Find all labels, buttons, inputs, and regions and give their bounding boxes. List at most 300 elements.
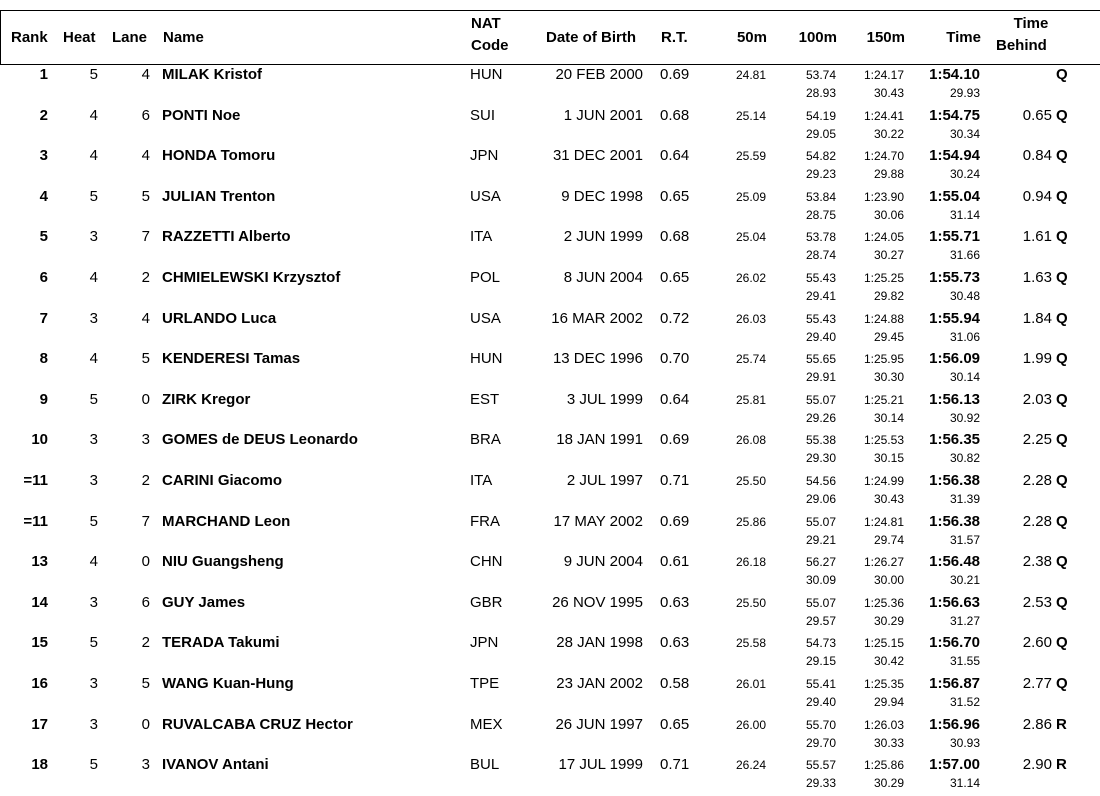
cell-split-100m: 54.82 (805, 149, 836, 164)
cell-split-50m: 25.50 (735, 595, 766, 610)
cell-lap-150m: 30.43 (873, 492, 904, 506)
cell-nat-code: FRA (470, 512, 500, 530)
cell-rank: 9 (39, 390, 48, 408)
cell-lap-150m: 30.43 (873, 86, 904, 100)
cell-lap-100m: 28.93 (805, 86, 836, 100)
cell-lane: 4 (141, 66, 150, 83)
cell-date-of-birth: 1 JUN 2001 (563, 106, 643, 124)
cell-lap-150m: 30.15 (873, 451, 904, 466)
cell-rank: 10 (31, 431, 48, 449)
cell-qualifier: Q (1056, 553, 1068, 571)
cell-lap-100m: 29.26 (805, 410, 836, 425)
header-time: Time (946, 29, 981, 46)
header-rt: R.T. (661, 29, 688, 46)
cell-final-time: 1:55.71 (929, 228, 980, 246)
cell-date-of-birth: 26 NOV 1995 (552, 593, 643, 611)
header-150m: 150m (866, 29, 905, 46)
cell-final-time: 1:56.13 (929, 390, 980, 408)
header-100m: 100m (798, 29, 837, 46)
cell-qualifier: Q (1056, 512, 1068, 530)
cell-split-150m: 1:25.25 (863, 271, 904, 285)
cell-heat: 3 (89, 472, 98, 489)
cell-rank: 18 (31, 756, 48, 774)
cell-date-of-birth: 18 JAN 1991 (556, 431, 643, 449)
cell-lap-200m: 31.14 (949, 207, 980, 222)
cell-date-of-birth: 2 JUL 1997 (566, 472, 643, 489)
cell-qualifier: Q (1056, 66, 1068, 83)
cell-final-time: 1:56.38 (929, 472, 980, 489)
cell-split-100m: 53.78 (805, 230, 836, 245)
cell-heat: 3 (89, 228, 98, 246)
cell-final-time: 1:57.00 (929, 756, 980, 774)
cell-heat: 3 (89, 715, 98, 733)
cell-name: CARINI Giacomo (162, 472, 283, 489)
cell-split-50m: 25.50 (735, 474, 766, 488)
cell-heat: 4 (89, 147, 98, 165)
cell-lane: 6 (141, 593, 150, 611)
table-row (0, 430, 1100, 471)
cell-split-150m: 1:25.86 (863, 758, 904, 773)
cell-date-of-birth: 26 JUN 1997 (555, 715, 643, 733)
cell-split-150m: 1:23.90 (863, 189, 904, 204)
cell-final-time: 1:56.63 (929, 593, 980, 611)
cell-date-of-birth: 9 JUN 2004 (563, 553, 643, 571)
cell-final-time: 1:56.35 (929, 431, 980, 449)
cell-split-100m: 55.65 (805, 352, 836, 367)
cell-date-of-birth: 28 JAN 1998 (556, 634, 643, 652)
header-heat: Heat (63, 29, 96, 46)
cell-lane: 3 (141, 756, 150, 774)
cell-split-50m: 26.03 (735, 311, 766, 326)
cell-split-150m: 1:24.05 (863, 230, 904, 245)
cell-lap-150m: 29.82 (873, 289, 904, 303)
cell-split-100m: 54.19 (805, 108, 836, 123)
cell-split-150m: 1:25.35 (863, 677, 904, 691)
cell-lap-100m: 29.30 (805, 451, 836, 466)
table-row (0, 471, 1100, 512)
cell-name: PONTI Noe (162, 106, 241, 124)
cell-nat-code: HUN (470, 350, 503, 368)
cell-final-time: 1:56.70 (929, 634, 980, 652)
cell-reaction-time: 0.64 (660, 390, 690, 408)
table-row (0, 715, 1100, 756)
cell-heat: 3 (89, 593, 98, 611)
cell-qualifier: Q (1056, 309, 1068, 327)
cell-time-behind: 2.28 (1022, 472, 1052, 489)
cell-final-time: 1:56.38 (929, 512, 980, 530)
cell-nat-code: ITA (470, 228, 493, 246)
cell-split-50m: 25.04 (735, 230, 766, 245)
cell-qualifier: Q (1056, 106, 1068, 124)
cell-lap-150m: 29.74 (873, 532, 904, 547)
cell-lane: 4 (141, 147, 150, 165)
cell-final-time: 1:54.10 (929, 66, 980, 83)
cell-split-50m: 26.02 (735, 271, 766, 285)
cell-nat-code: CHN (470, 553, 503, 571)
cell-reaction-time: 0.61 (660, 553, 690, 571)
cell-date-of-birth: 17 JUL 1999 (558, 756, 643, 774)
cell-reaction-time: 0.71 (660, 756, 690, 774)
cell-lane: 0 (141, 715, 150, 733)
cell-rank: 14 (31, 593, 48, 611)
cell-lane: 0 (141, 390, 150, 408)
cell-date-of-birth: 3 JUL 1999 (566, 390, 643, 408)
cell-split-50m: 26.00 (735, 717, 766, 732)
table-row (0, 309, 1100, 350)
cell-nat-code: ITA (470, 472, 493, 489)
cell-final-time: 1:55.04 (929, 187, 980, 205)
cell-lap-100m: 29.33 (805, 776, 836, 791)
cell-rank: 15 (31, 634, 48, 652)
cell-lap-200m: 29.93 (949, 86, 980, 100)
cell-split-50m: 25.59 (735, 149, 766, 164)
table-row (0, 106, 1100, 147)
header-nat-bottom: Code (471, 37, 509, 54)
cell-name: IVANOV Antani (162, 756, 269, 774)
cell-lap-150m: 30.29 (873, 613, 904, 628)
cell-nat-code: GBR (470, 593, 503, 611)
cell-rank: 2 (39, 106, 48, 124)
cell-split-50m: 26.01 (735, 677, 766, 691)
cell-lap-100m: 29.40 (805, 329, 836, 344)
cell-split-100m: 56.27 (805, 555, 836, 570)
cell-name: JULIAN Trenton (162, 187, 276, 205)
cell-final-time: 1:54.94 (929, 147, 980, 165)
cell-time-behind: 2.60 (1022, 634, 1052, 652)
cell-rank: 7 (39, 309, 48, 327)
cell-final-time: 1:56.87 (929, 675, 980, 692)
cell-lap-200m: 30.92 (949, 410, 980, 425)
cell-lap-200m: 31.52 (949, 695, 980, 709)
cell-split-100m: 55.07 (805, 595, 836, 610)
cell-date-of-birth: 2 JUN 1999 (563, 228, 643, 246)
cell-split-50m: 24.81 (735, 68, 766, 82)
cell-reaction-time: 0.65 (660, 187, 690, 205)
cell-reaction-time: 0.68 (660, 228, 690, 246)
cell-time-behind: 1.84 (1022, 309, 1052, 327)
cell-reaction-time: 0.58 (660, 675, 690, 692)
cell-lap-150m: 30.29 (873, 776, 904, 791)
cell-rank: 6 (39, 269, 48, 286)
cell-split-100m: 55.57 (805, 758, 836, 773)
cell-lane: 2 (141, 634, 150, 652)
cell-qualifier: Q (1056, 228, 1068, 246)
cell-qualifier: Q (1056, 593, 1068, 611)
cell-lap-200m: 30.93 (949, 735, 980, 750)
cell-nat-code: JPN (470, 147, 499, 165)
cell-qualifier: R (1056, 756, 1067, 774)
cell-split-100m: 55.41 (805, 677, 836, 691)
cell-split-150m: 1:25.15 (863, 636, 904, 651)
cell-nat-code: MEX (470, 715, 503, 733)
cell-split-50m: 25.09 (735, 189, 766, 204)
cell-split-150m: 1:24.41 (863, 108, 904, 123)
cell-reaction-time: 0.63 (660, 593, 690, 611)
cell-split-50m: 25.58 (735, 636, 766, 651)
cell-heat: 4 (89, 106, 98, 124)
cell-qualifier: Q (1056, 269, 1068, 286)
cell-lap-200m: 31.66 (949, 248, 980, 263)
table-row (0, 349, 1100, 390)
cell-split-50m: 25.81 (735, 392, 766, 407)
cell-lap-150m: 30.33 (873, 735, 904, 750)
cell-heat: 5 (89, 390, 98, 408)
cell-lane: 5 (141, 350, 150, 368)
cell-heat: 5 (89, 187, 98, 205)
cell-final-time: 1:54.75 (929, 106, 980, 124)
cell-nat-code: POL (470, 269, 501, 286)
cell-lap-150m: 30.22 (873, 126, 904, 141)
cell-time-behind: 2.25 (1022, 431, 1052, 449)
cell-lane: 4 (141, 309, 150, 327)
cell-lap-100m: 29.57 (805, 613, 836, 628)
cell-lap-100m: 29.06 (805, 492, 836, 506)
cell-split-150m: 1:25.53 (863, 433, 904, 448)
cell-reaction-time: 0.69 (660, 66, 690, 83)
cell-reaction-time: 0.65 (660, 269, 690, 286)
cell-lap-100m: 30.09 (805, 573, 836, 588)
cell-split-100m: 53.74 (805, 68, 836, 82)
cell-lane: 0 (141, 553, 150, 571)
cell-reaction-time: 0.70 (660, 350, 690, 368)
header-50m: 50m (736, 29, 767, 46)
cell-qualifier: Q (1056, 675, 1068, 692)
cell-time-behind: 2.28 (1022, 512, 1052, 530)
cell-lap-150m: 30.30 (873, 370, 904, 385)
cell-split-50m: 25.14 (735, 108, 766, 123)
cell-lane: 7 (141, 228, 150, 246)
cell-heat: 5 (89, 66, 98, 83)
cell-split-150m: 1:24.88 (863, 311, 904, 326)
cell-lap-150m: 30.27 (873, 248, 904, 263)
cell-date-of-birth: 31 DEC 2001 (552, 147, 643, 165)
table-row (0, 755, 1100, 796)
header-nat-top: NAT (471, 15, 501, 32)
cell-split-100m: 53.84 (805, 189, 836, 204)
cell-lap-200m: 31.55 (949, 654, 980, 669)
cell-lap-100m: 28.74 (805, 248, 836, 263)
cell-lap-100m: 29.15 (805, 654, 836, 669)
cell-rank: 8 (39, 350, 48, 368)
cell-date-of-birth: 16 MAR 2002 (551, 309, 643, 327)
table-row (0, 187, 1100, 228)
cell-time-behind: 1.63 (1022, 269, 1052, 286)
cell-lane: 6 (141, 106, 150, 124)
cell-date-of-birth: 13 DEC 1996 (552, 350, 643, 368)
cell-lane: 2 (141, 269, 150, 286)
cell-split-150m: 1:25.36 (863, 595, 904, 610)
cell-time-behind: 1.99 (1022, 350, 1052, 368)
cell-reaction-time: 0.72 (660, 309, 690, 327)
header-time-behind-bottom: Behind (996, 37, 1047, 54)
cell-qualifier: R (1056, 715, 1067, 733)
cell-lane: 5 (141, 675, 150, 692)
table-row (0, 674, 1100, 715)
cell-lap-150m: 30.42 (873, 654, 904, 669)
cell-name: CHMIELEWSKI Krzysztof (162, 269, 341, 286)
cell-reaction-time: 0.64 (660, 147, 690, 165)
cell-time-behind: 0.94 (1022, 187, 1052, 205)
cell-name: TERADA Takumi (162, 634, 280, 652)
cell-qualifier: Q (1056, 431, 1068, 449)
cell-reaction-time: 0.65 (660, 715, 690, 733)
cell-lap-200m: 30.21 (949, 573, 980, 588)
cell-nat-code: HUN (470, 66, 503, 83)
cell-time-behind: 2.86 (1022, 715, 1052, 733)
cell-split-150m: 1:26.27 (863, 555, 904, 570)
cell-time-behind: 2.38 (1022, 553, 1052, 571)
cell-split-100m: 54.56 (805, 474, 836, 488)
cell-date-of-birth: 20 FEB 2000 (555, 66, 643, 83)
cell-nat-code: USA (470, 187, 501, 205)
cell-split-150m: 1:25.21 (863, 392, 904, 407)
cell-split-50m: 25.86 (735, 514, 766, 529)
cell-split-50m: 25.74 (735, 352, 766, 367)
cell-time-behind: 0.65 (1022, 106, 1052, 124)
cell-qualifier: Q (1056, 390, 1068, 408)
cell-lap-200m: 31.57 (949, 532, 980, 547)
cell-name: RUVALCABA CRUZ Hector (162, 715, 353, 733)
cell-lap-100m: 29.05 (805, 126, 836, 141)
table-row (0, 390, 1100, 431)
cell-rank: 17 (31, 715, 48, 733)
cell-final-time: 1:55.94 (929, 309, 980, 327)
cell-lap-150m: 30.14 (873, 410, 904, 425)
table-row (0, 633, 1100, 674)
cell-split-100m: 55.43 (805, 311, 836, 326)
header-lane: Lane (112, 29, 148, 46)
cell-qualifier: Q (1056, 147, 1068, 165)
cell-name: NIU Guangsheng (162, 553, 284, 571)
cell-rank: 13 (31, 553, 48, 571)
cell-lap-200m: 31.14 (949, 776, 980, 791)
cell-final-time: 1:56.96 (929, 715, 980, 733)
cell-time-behind: 0.84 (1022, 147, 1052, 165)
header-time-behind-top: Time (1013, 15, 1049, 32)
cell-rank: =11 (23, 472, 48, 489)
cell-split-150m: 1:24.17 (863, 68, 904, 82)
table-row (0, 552, 1100, 593)
cell-lap-100m: 29.23 (805, 167, 836, 182)
cell-split-50m: 26.08 (735, 433, 766, 448)
cell-name: RAZZETTI Alberto (162, 228, 291, 246)
cell-name: MILAK Kristof (162, 66, 262, 83)
cell-lane: 7 (141, 512, 150, 530)
cell-split-100m: 55.70 (805, 717, 836, 732)
results-table-header (0, 10, 1100, 65)
cell-heat: 5 (89, 512, 98, 530)
cell-split-50m: 26.24 (735, 758, 766, 773)
cell-rank: 3 (39, 147, 48, 165)
cell-name: URLANDO Luca (162, 309, 277, 327)
cell-nat-code: BUL (470, 756, 500, 774)
cell-lap-100m: 29.70 (805, 735, 836, 750)
header-rank: Rank (11, 29, 48, 46)
cell-heat: 4 (89, 350, 98, 368)
cell-split-100m: 55.38 (805, 433, 836, 448)
cell-qualifier: Q (1056, 634, 1068, 652)
cell-heat: 4 (89, 269, 98, 286)
cell-lap-100m: 29.40 (805, 695, 836, 709)
cell-date-of-birth: 9 DEC 1998 (561, 187, 643, 205)
cell-split-150m: 1:24.99 (863, 474, 904, 488)
cell-lap-150m: 30.00 (873, 573, 904, 588)
cell-time-behind: 2.77 (1022, 675, 1052, 692)
cell-lap-200m: 31.39 (949, 492, 980, 506)
cell-nat-code: EST (470, 390, 500, 408)
table-row (0, 146, 1100, 187)
cell-split-100m: 54.73 (805, 636, 836, 651)
cell-reaction-time: 0.68 (660, 106, 690, 124)
cell-lap-150m: 29.45 (873, 329, 904, 344)
cell-heat: 3 (89, 309, 98, 327)
cell-time-behind: 2.90 (1022, 756, 1052, 774)
cell-heat: 5 (89, 634, 98, 652)
cell-name: GUY James (162, 593, 246, 611)
cell-nat-code: USA (470, 309, 501, 327)
cell-lap-150m: 29.88 (873, 167, 904, 182)
cell-reaction-time: 0.63 (660, 634, 690, 652)
cell-nat-code: BRA (470, 431, 501, 449)
cell-lap-200m: 30.82 (949, 451, 980, 466)
cell-split-100m: 55.07 (805, 392, 836, 407)
cell-date-of-birth: 23 JAN 2002 (556, 675, 643, 692)
table-row (0, 65, 1100, 106)
cell-reaction-time: 0.69 (660, 431, 690, 449)
cell-lap-100m: 29.21 (805, 532, 836, 547)
cell-name: MARCHAND Leon (162, 512, 291, 530)
cell-lap-100m: 28.75 (805, 207, 836, 222)
cell-split-150m: 1:24.70 (863, 149, 904, 164)
cell-lap-100m: 29.41 (805, 289, 836, 303)
cell-lap-200m: 30.14 (949, 370, 980, 385)
cell-reaction-time: 0.69 (660, 512, 690, 530)
cell-lap-150m: 29.94 (873, 695, 904, 709)
cell-name: GOMES de DEUS Leonardo (162, 431, 358, 449)
table-row (0, 227, 1100, 268)
cell-rank: 1 (39, 66, 48, 83)
header-dob: Date of Birth (546, 29, 636, 46)
cell-lap-200m: 30.34 (949, 126, 980, 141)
cell-lap-200m: 30.48 (949, 289, 980, 303)
cell-time-behind: 2.53 (1022, 593, 1052, 611)
cell-qualifier: Q (1056, 472, 1068, 489)
cell-heat: 4 (89, 553, 98, 571)
cell-final-time: 1:55.73 (929, 269, 980, 286)
cell-nat-code: JPN (470, 634, 499, 652)
cell-heat: 5 (89, 756, 98, 774)
cell-name: ZIRK Kregor (162, 390, 251, 408)
cell-lap-100m: 29.91 (805, 370, 836, 385)
cell-rank: =11 (23, 512, 48, 530)
cell-heat: 3 (89, 675, 98, 692)
cell-final-time: 1:56.09 (929, 350, 980, 368)
cell-split-100m: 55.43 (805, 271, 836, 285)
cell-final-time: 1:56.48 (929, 553, 980, 571)
cell-time-behind: 1.61 (1022, 228, 1052, 246)
cell-split-150m: 1:25.95 (863, 352, 904, 367)
cell-split-150m: 1:26.03 (863, 717, 904, 732)
cell-rank: 5 (39, 228, 48, 246)
cell-rank: 16 (31, 675, 48, 692)
cell-date-of-birth: 17 MAY 2002 (553, 512, 643, 530)
cell-lap-150m: 30.06 (873, 207, 904, 222)
cell-date-of-birth: 8 JUN 2004 (563, 269, 643, 286)
cell-lane: 2 (141, 472, 150, 489)
cell-qualifier: Q (1056, 350, 1068, 368)
cell-heat: 3 (89, 431, 98, 449)
cell-split-150m: 1:24.81 (863, 514, 904, 529)
